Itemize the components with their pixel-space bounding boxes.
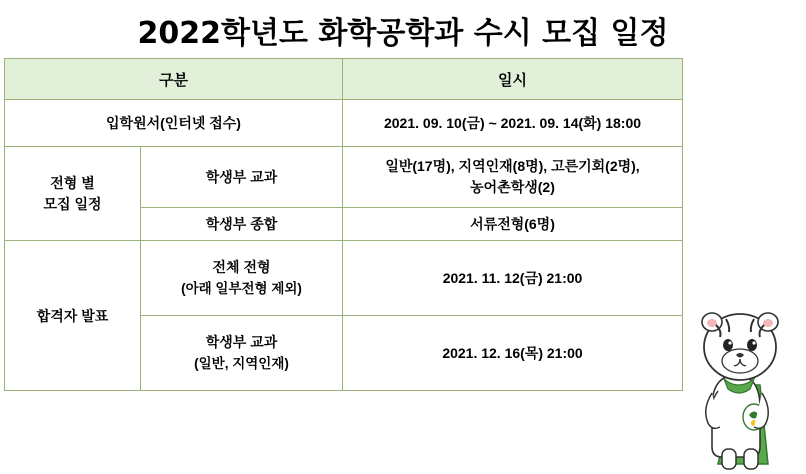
row-label-application: 입학원서(인터넷 접수) — [5, 100, 343, 147]
table-row — [5, 241, 683, 316]
table-row — [5, 100, 683, 147]
table-row — [5, 147, 683, 208]
group-label-selection-line1: 전형 별 — [50, 174, 95, 191]
row-value-subject-result: 2021. 12. 16(목) 21:00 — [343, 316, 683, 391]
row-label-all-types-line1: 전체 전형 — [212, 258, 271, 275]
header-datetime: 일시 — [343, 59, 683, 100]
row-value-all-types: 2021. 11. 12(금) 21:00 — [343, 241, 683, 316]
header-division: 구분 — [5, 59, 343, 100]
row-value-subject-line1: 일반(17명), 지역인재(8명), 고른기회(2명), — [385, 158, 640, 174]
row-value-subject-line2: 농어촌학생(2) — [470, 179, 555, 195]
page-title: 2022학년도 화학공학과 수시 모집 일정 — [137, 16, 669, 51]
row-value-application: 2021. 09. 10(금) ~ 2021. 09. 14(화) 18:00 — [343, 100, 683, 147]
tiger-mascot-icon — [648, 289, 798, 474]
row-label-subject: 학생부 교과 — [141, 147, 343, 208]
row-label-subject-result — [141, 316, 343, 391]
row-label-all-types-line2: (아래 일부전형 제외) — [181, 280, 302, 296]
group-label-selection — [5, 147, 141, 241]
group-label-result: 합격자 발표 — [5, 241, 141, 391]
group-label-selection-line2: 모집 일정 — [43, 195, 102, 212]
row-value-subject — [343, 147, 683, 208]
schedule-table — [4, 58, 683, 391]
row-label-comprehensive: 학생부 종합 — [141, 208, 343, 241]
row-value-comprehensive: 서류전형(6명) — [343, 208, 683, 241]
table-header-row — [5, 59, 683, 100]
row-label-subject-result-line1: 학생부 교과 — [205, 333, 278, 350]
row-label-all-types — [141, 241, 343, 316]
row-label-subject-result-line2: (일반, 지역인재) — [194, 355, 289, 371]
